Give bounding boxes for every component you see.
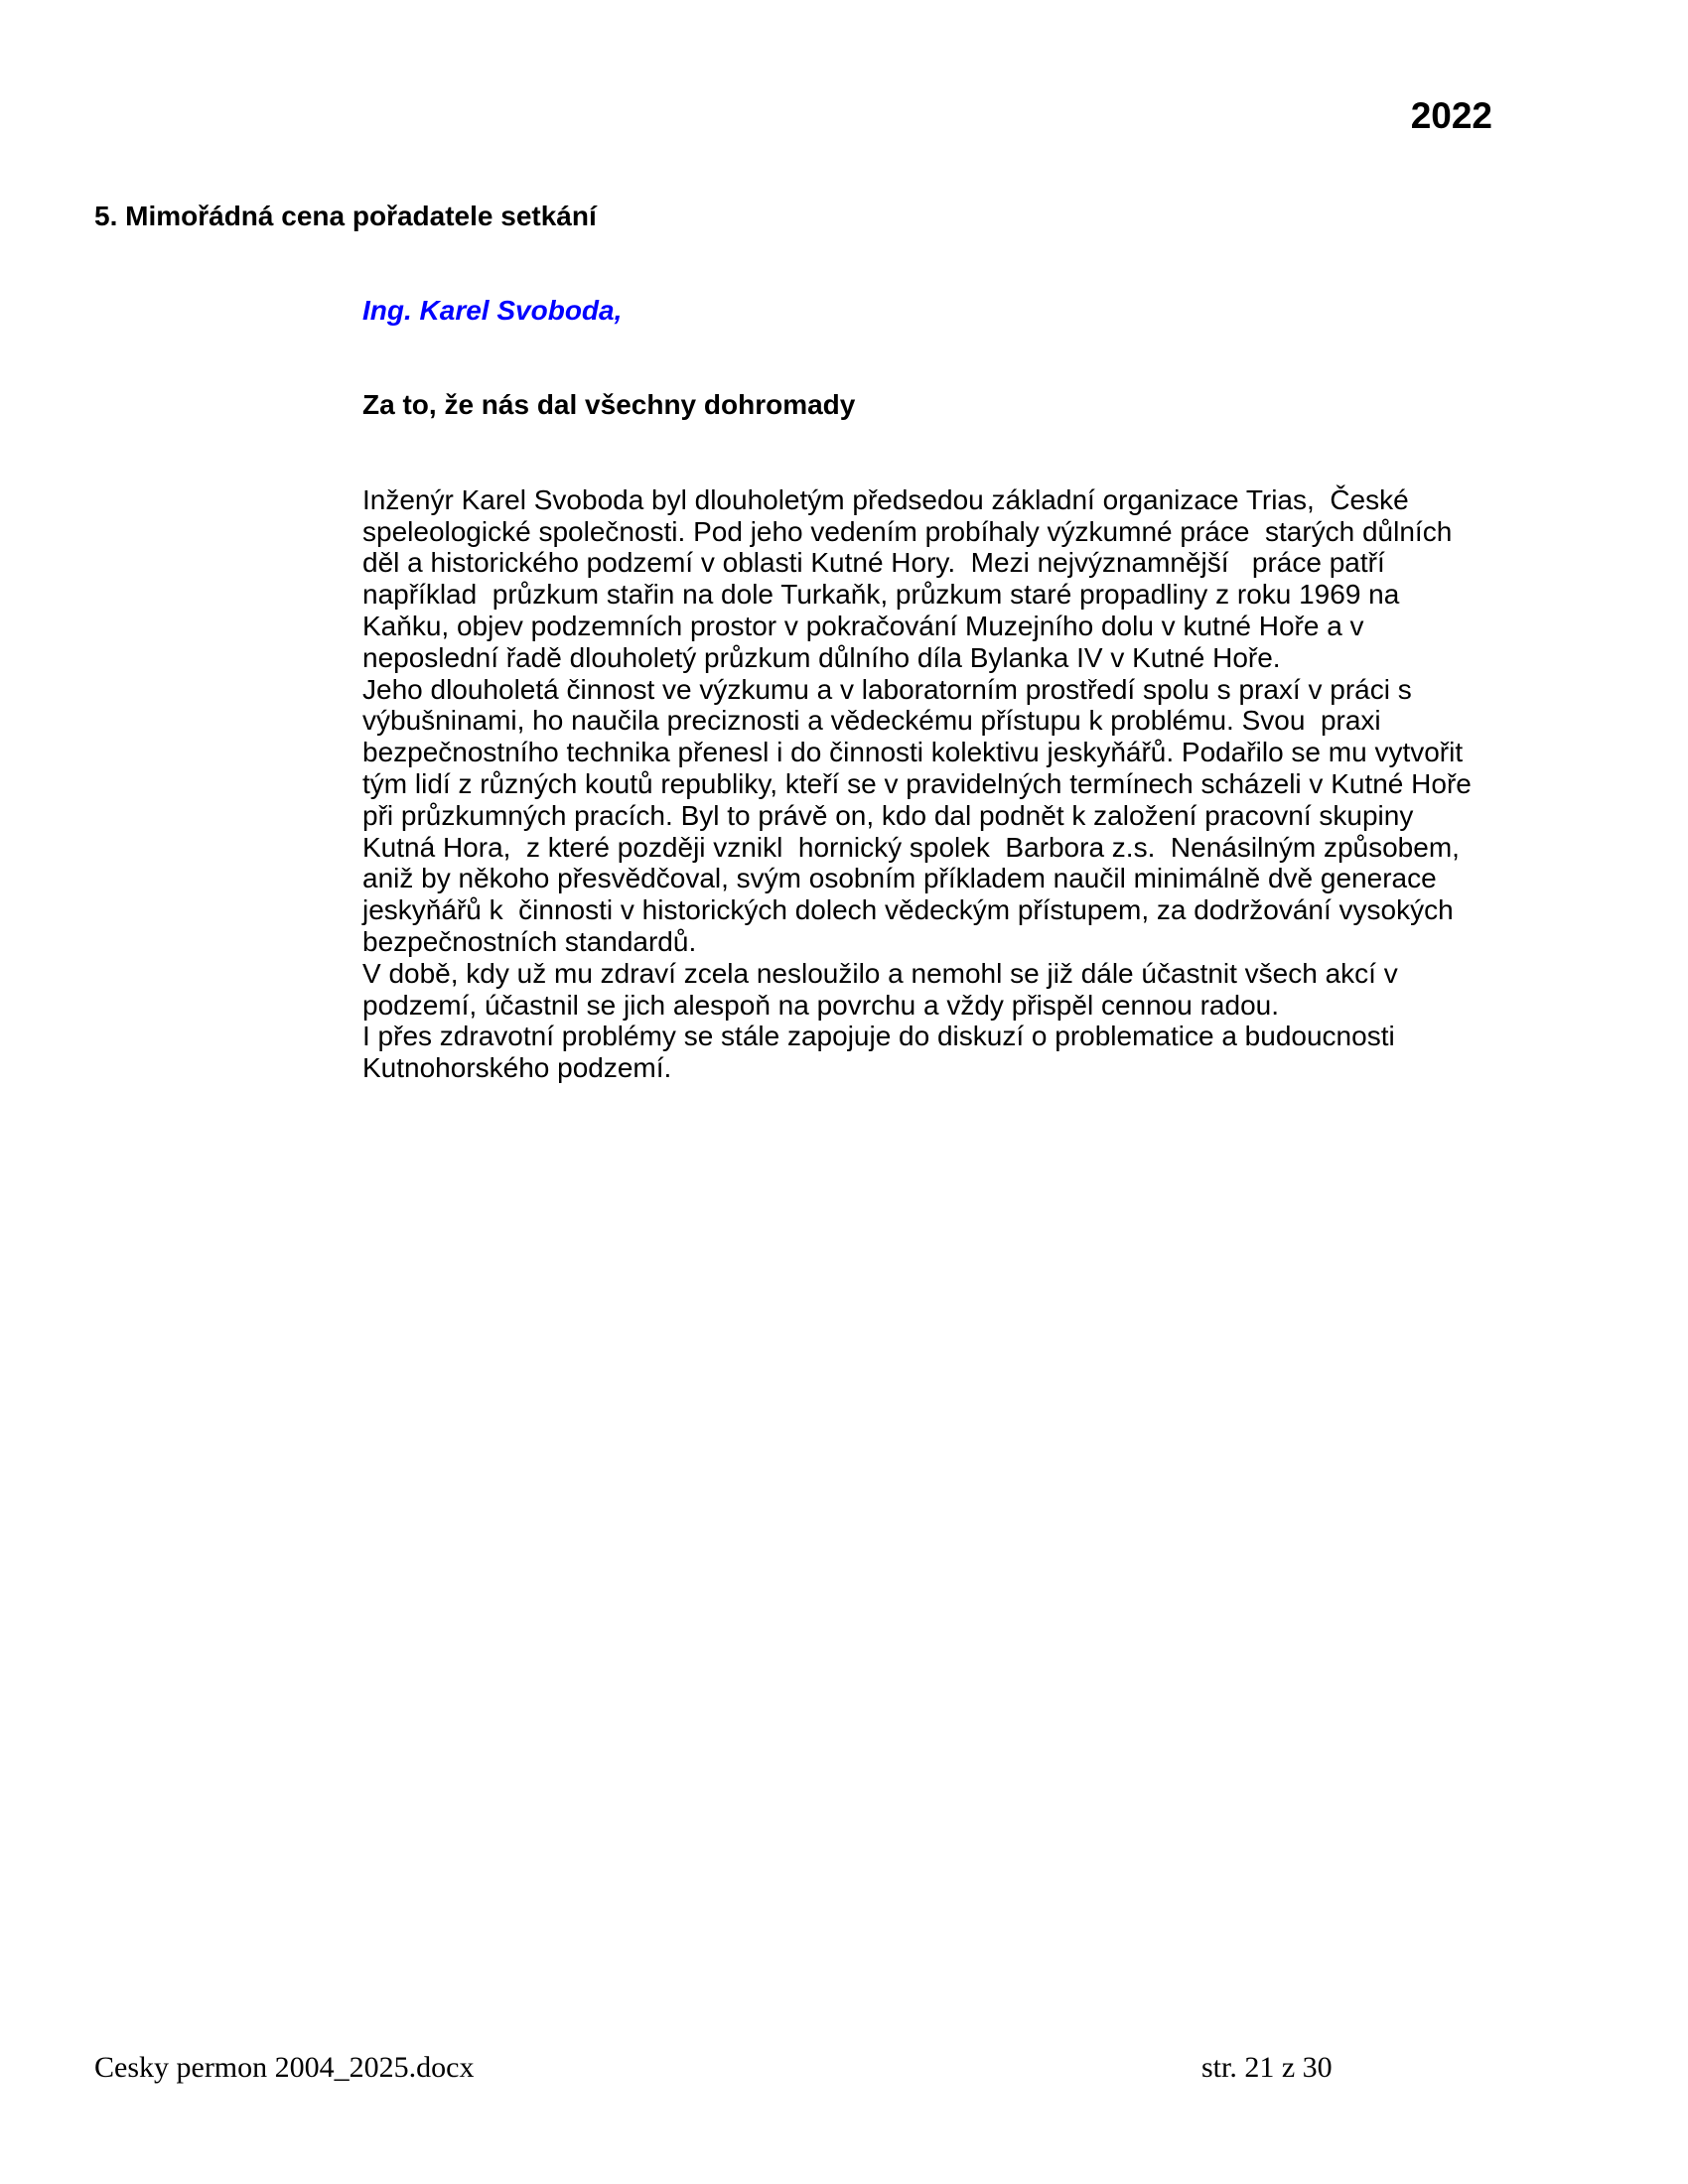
body-line: bezpečnostního technika přenesl i do činnosti kolektivu jeskyňářů. Podařilo se mu vytvořit [362, 737, 1464, 768]
body-line: V době, kdy už mu zdraví zcela nesloužilo a nemohl se již dále účastnit všech akcí v [362, 957, 1398, 989]
body-line: Kaňku, objev podzemních prostor v pokračování Muzejního dolu v kutné Hoře a v [362, 610, 1364, 641]
body-line: speleologické společnosti. Pod jeho vedením probíhaly výzkumné práce starých důlních [362, 515, 1453, 547]
body-line: Inženýr Karel Svoboda byl dlouholetým předsedou základní organizace Trias, České [362, 483, 1409, 515]
body-line: při průzkumných pracích. Byl to právě on, kdo dal podnět k založení pracovní skupiny [362, 799, 1414, 831]
text-block [94, 137, 1472, 1148]
section-heading: 5. Mimořádná cena pořadatele setkání [94, 200, 597, 231]
body-line: tým lidí z různých koutů republiky, kteří se v pravidelných termínech scházeli v Kutné Hoře [362, 767, 1472, 799]
body-line: podzemí, účastnil se jich alespoň na povrchu a vždy přispěl cennou radou. [362, 989, 1279, 1021]
award-citation: Za to, že nás dal všechny dohromady [362, 389, 856, 421]
award-recipient-name: Ing. Karel Svoboda, [362, 294, 623, 326]
page-year-header: 2022 [1410, 95, 1492, 136]
body-line: Kutnohorského podzemí. [362, 1052, 672, 1084]
body-line: děl a historického podzemí v oblasti Kutné Hory. Mezi nejvýznamnější práce patří [362, 547, 1385, 579]
body-line: například průzkum stařin na dole Turkaňk, průzkum staré propadliny z roku 1969 na [362, 579, 1400, 611]
award-body-text [362, 484, 1472, 1084]
body-line: aniž by někoho přesvědčoval, svým osobním příkladem naučil minimálně dvě generace [362, 863, 1437, 894]
body-line: I přes zdravotní problémy se stále zapojuje do diskuzí o problematice a budoucnosti [362, 1021, 1395, 1052]
body-line: jeskyňářů k činnosti v historických dolech vědeckým přístupem, za dodržování vysokých [362, 894, 1454, 926]
body-line: bezpečnostních standardů. [362, 925, 697, 957]
footer-filename: Cesky permon 2004_2025.docx [94, 2051, 475, 2084]
body-line: výbušninami, ho naučila preciznosti a vědeckému přístupu k problému. Svou praxi [362, 705, 1381, 737]
body-line: Kutná Hora, z které později vznikl hornický spolek Barbora z.s. Nenásilným způsobem, [362, 831, 1460, 863]
footer-page-number: str. 21 z 30 [1201, 2051, 1333, 2084]
body-line: neposlední řadě dlouholetý průzkum důlního díla Bylanka IV v Kutné Hoře. [362, 641, 1281, 673]
body-line: Jeho dlouholetá činnost ve výzkumu a v laboratorním prostředí spolu s praxí v práci s [362, 673, 1412, 705]
